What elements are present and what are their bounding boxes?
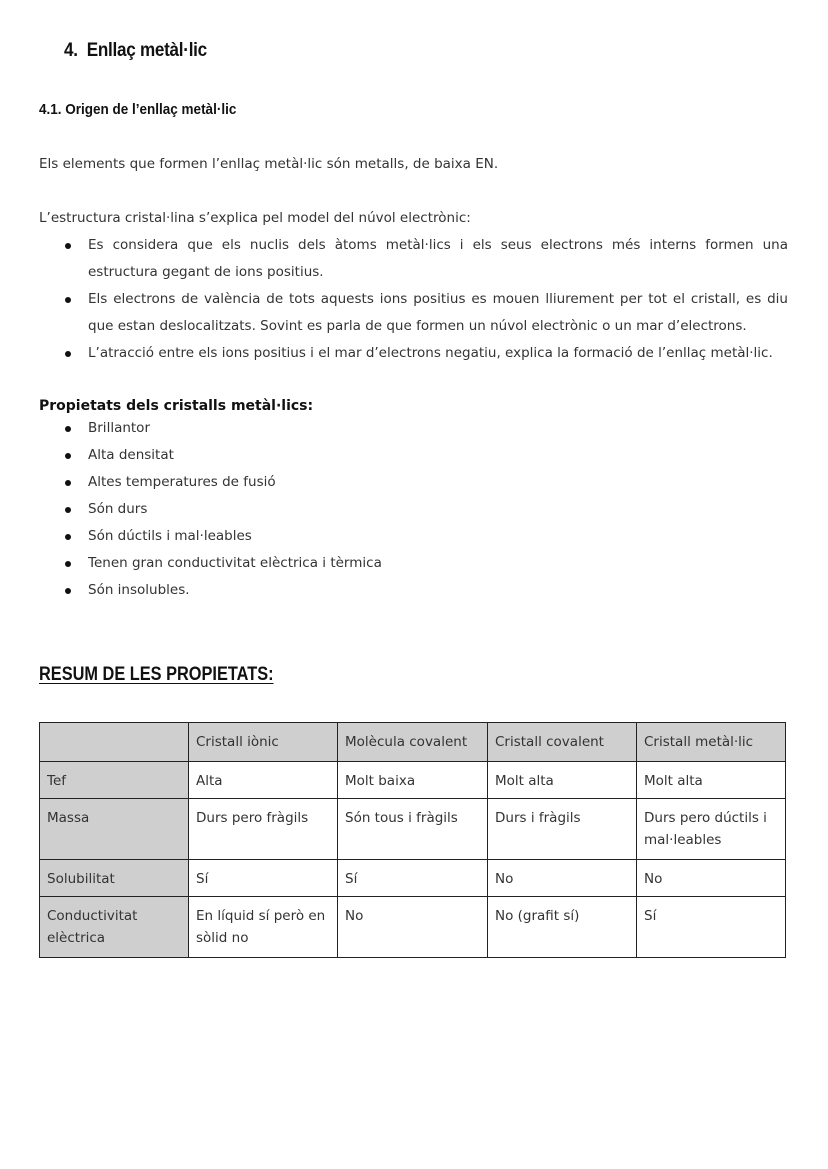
table-cell: No xyxy=(338,897,488,958)
properties-list xyxy=(64,415,564,604)
table-cell: No xyxy=(488,860,637,897)
table-header-cell: Cristall metàl·lic xyxy=(637,723,786,762)
list-item: Són insolubles. xyxy=(64,577,564,604)
table-header-cell: Cristall covalent xyxy=(488,723,637,762)
structure-intro: L’estructura cristal·lina s’explica pel model del núvol electrònic: xyxy=(39,210,471,226)
list-item: Són durs xyxy=(64,496,564,523)
section-number: 4. xyxy=(64,40,78,61)
table-header-cell xyxy=(40,723,189,762)
list-item: Els electrons de valència de tots aquests ions positius es mouen lliurement per tot el cristall, es diu que estan deslocalitzats. Sovint es parla de que formen un núvol electrònic o un mar d’electrons. xyxy=(64,286,788,340)
list-item: L’atracció entre els ions positius i el mar d’electrons negatiu, explica la formació de l’enllaç metàl·lic. xyxy=(64,340,788,367)
table-cell: Alta xyxy=(189,762,338,799)
table-cell: Durs pero fràgils xyxy=(189,799,338,860)
structure-list xyxy=(64,232,788,367)
list-item: Són dúctils i mal·leables xyxy=(64,523,564,550)
list-item: Es considera que els nuclis dels àtoms metàl·lics i els seus electrons més interns formen una estructura gegant de ions positius. xyxy=(64,232,788,286)
table-cell: Durs pero dúctils i mal·leables xyxy=(637,799,786,860)
table-cell: Molt alta xyxy=(488,762,637,799)
table-cell: Durs i fràgils xyxy=(488,799,637,860)
table-header-row xyxy=(40,723,786,762)
summary-title: RESUM DE LES PROPIETATS: xyxy=(39,664,274,685)
section-title: Enllaç metàl·lic xyxy=(86,40,207,61)
table-row-header: Conductivitat elèctrica xyxy=(40,897,189,958)
table-header-cell: Cristall iònic xyxy=(189,723,338,762)
subsection-heading: 4.1. Origen de l’enllaç metàl·lic xyxy=(39,101,237,118)
table-cell: En líquid sí però en sòlid no xyxy=(189,897,338,958)
list-item: Alta densitat xyxy=(64,442,564,469)
table-cell: No xyxy=(637,860,786,897)
table-cell: Molt alta xyxy=(637,762,786,799)
table-row xyxy=(40,762,786,799)
table-row-header: Tef xyxy=(40,762,189,799)
intro-paragraph: Els elements que formen l’enllaç metàl·lic són metalls, de baixa EN. xyxy=(39,156,499,172)
table-row-header: Solubilitat xyxy=(40,860,189,897)
properties-table xyxy=(39,722,786,958)
table-cell: Sí xyxy=(189,860,338,897)
table-cell: Són tous i fràgils xyxy=(338,799,488,860)
list-item: Brillantor xyxy=(64,415,564,442)
table-row xyxy=(40,860,786,897)
list-item: Tenen gran conductivitat elèctrica i tèrmica xyxy=(64,550,564,577)
table-header-cell: Molècula covalent xyxy=(338,723,488,762)
table-row-header: Massa xyxy=(40,799,189,860)
list-item: Altes temperatures de fusió xyxy=(64,469,564,496)
table-row xyxy=(40,799,786,860)
table-cell: No (grafit sí) xyxy=(488,897,637,958)
table-cell: Sí xyxy=(338,860,488,897)
section-heading xyxy=(64,40,207,62)
table-cell: Sí xyxy=(637,897,786,958)
table-cell: Molt baixa xyxy=(338,762,488,799)
table-row xyxy=(40,897,786,958)
properties-title: Propietats dels cristalls metàl·lics: xyxy=(39,398,314,414)
